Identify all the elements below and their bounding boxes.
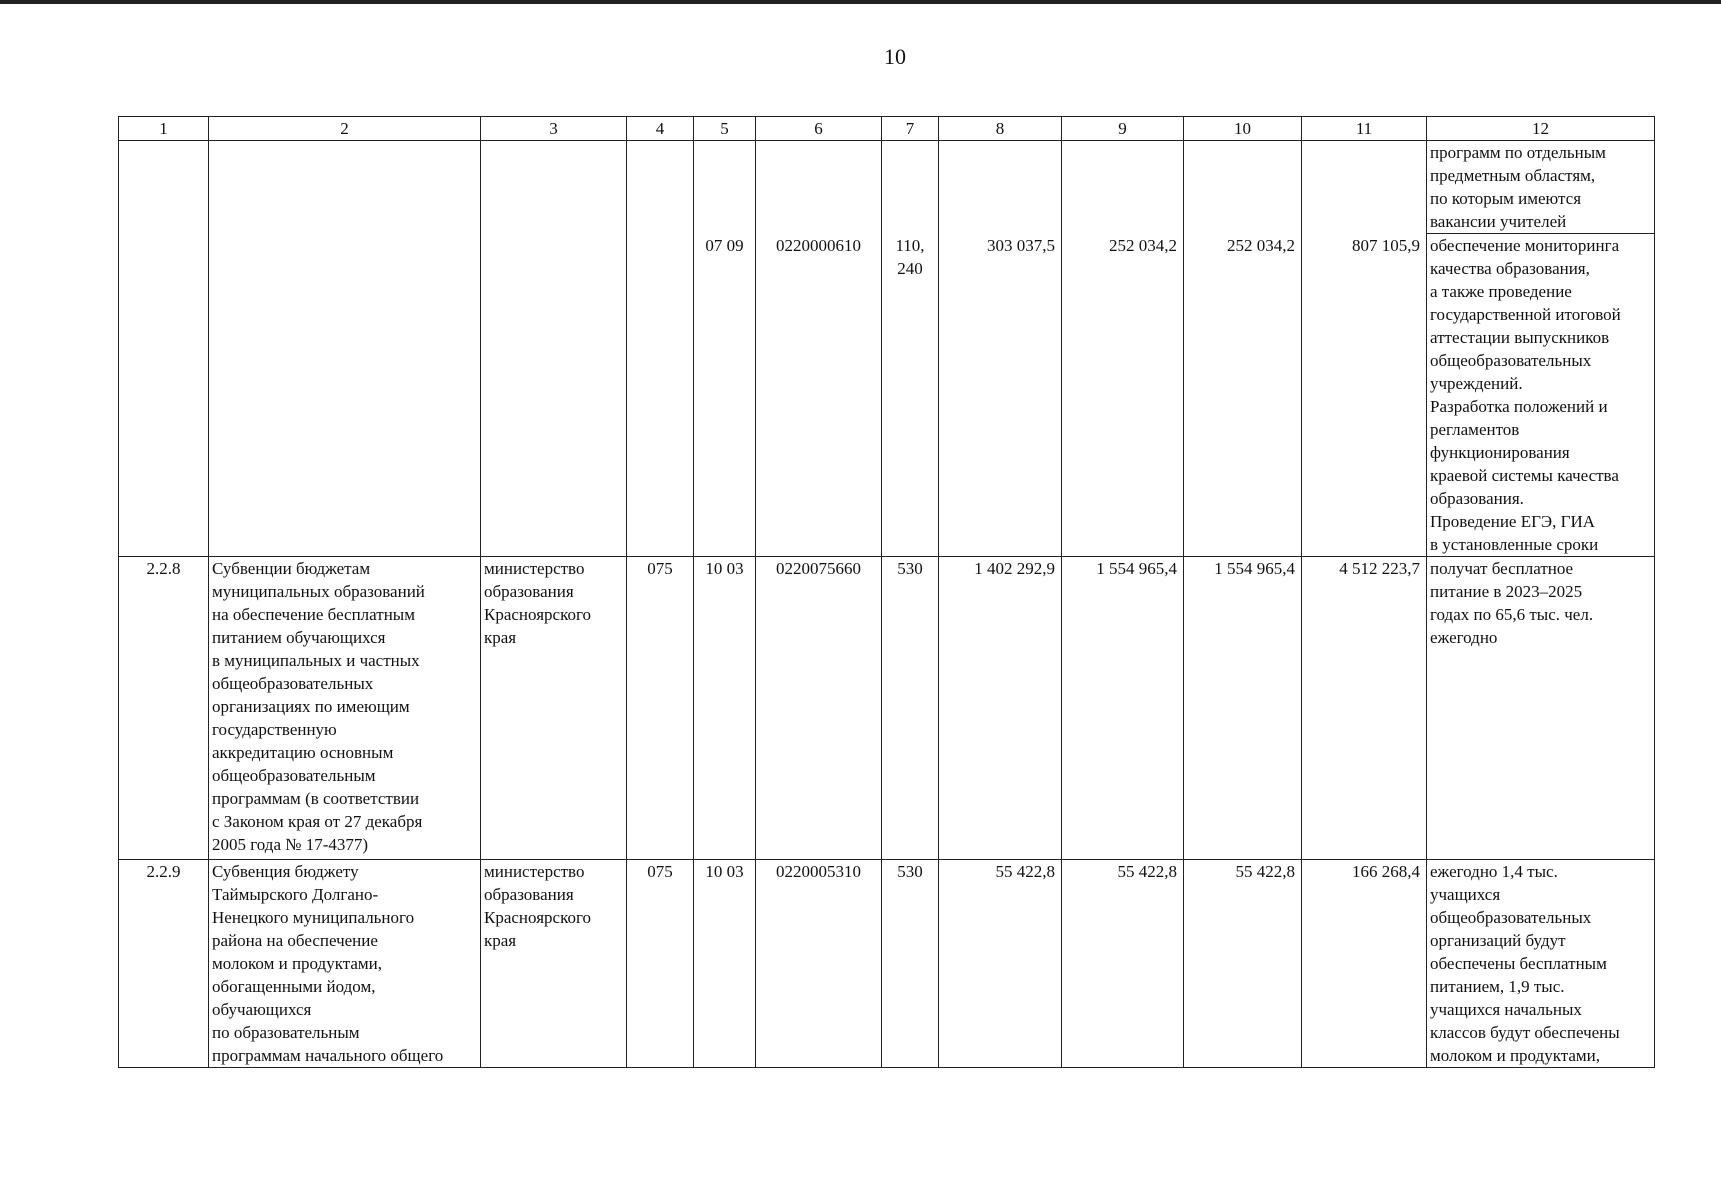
y2023-cell [939,141,1062,234]
header-cell: 4 [627,117,694,141]
executor-cell [481,141,627,557]
result-cell: обеспечение мониторинга качества образования, а также проведение государственной итоговой аттестации выпускников общеобразовательных учреждений. Разработка положений и регламентов функционирования краевой системы качества образования. Проведение ЕГЭ, ГИА в установленные сроки [1427,234,1655,557]
csr-cell [756,141,882,234]
csr-cell: 0220075660 [756,557,882,860]
header-cell: 3 [481,117,627,141]
vr-cell: 530 [882,557,939,860]
executor-cell: министерство образования Красноярского края [481,860,627,1068]
header-row [119,117,1655,141]
executor-cell: министерство образования Красноярского края [481,557,627,860]
page-number: 10 [884,44,906,69]
header-cell: 2 [209,117,481,141]
section-cell [694,141,756,234]
vr-cell [882,141,939,234]
header-cell: 8 [939,117,1062,141]
total-cell: 166 268,4 [1302,860,1427,1068]
y2023-cell: 55 422,8 [939,860,1062,1068]
header-cell: 10 [1184,117,1302,141]
number-cell [119,141,209,557]
result-cell: программ по отдельным предметным областям, по которым имеются вакансии учителей [1427,141,1655,234]
grbs-cell: 075 [627,860,694,1068]
section-cell: 07 09 [694,234,756,557]
header-cell: 9 [1062,117,1184,141]
scan-top-edge [0,0,1721,4]
y2025-cell: 1 554 965,4 [1184,557,1302,860]
y2025-cell: 252 034,2 [1184,234,1302,557]
total-cell: 807 105,9 [1302,234,1427,557]
total-cell: 4 512 223,7 [1302,557,1427,860]
budget-table [118,116,1655,1068]
name-cell: Субвенция бюджету Таймырского Долгано- Ненецкого муниципального района на обеспечение молоком и продуктами, обогащенными йодом, обучающихся по образовательным программам начального общего [209,860,481,1068]
header-cell: 11 [1302,117,1427,141]
y2023-cell: 1 402 292,9 [939,557,1062,860]
header-cell: 6 [756,117,882,141]
header-cell: 1 [119,117,209,141]
csr-cell: 0220000610 [756,234,882,557]
y2025-cell [1184,141,1302,234]
result-cell: ежегодно 1,4 тыс. учащихся общеобразовательных организаций будут обеспечены бесплатным питанием, 1,9 тыс. учащихся начальных классов будут обеспечены молоком и продуктами, [1427,860,1655,1068]
number-cell: 2.2.9 [119,860,209,1068]
y2025-cell: 55 422,8 [1184,860,1302,1068]
table-row-2-2-9 [119,860,1655,1068]
header-cell: 7 [882,117,939,141]
vr-cell: 530 [882,860,939,1068]
y2024-cell [1062,141,1184,234]
total-cell [1302,141,1427,234]
name-cell [209,141,481,557]
result-cell: получат бесплатное питание в 2023–2025 годах по 65,6 тыс. чел. ежегодно [1427,557,1655,860]
table-row-continuation [119,141,1655,234]
name-cell: Субвенции бюджетам муниципальных образований на обеспечение бесплатным питанием обучающихся в муниципальных и частных общеобразовательных организациях по имеющим государственную аккредитацию основным общеобразовательным программам (в соответствии с Законом края от 27 декабря 2005 года № 17-4377) [209,557,481,860]
y2024-cell: 252 034,2 [1062,234,1184,557]
grbs-cell [627,141,694,557]
csr-cell: 0220005310 [756,860,882,1068]
table-row-2-2-8 [119,557,1655,860]
vr-cell: 110, 240 [882,234,939,557]
section-cell: 10 03 [694,557,756,860]
header-cell: 5 [694,117,756,141]
y2024-cell: 55 422,8 [1062,860,1184,1068]
y2023-cell: 303 037,5 [939,234,1062,557]
section-cell: 10 03 [694,860,756,1068]
grbs-cell: 075 [627,557,694,860]
header-cell: 12 [1427,117,1655,141]
number-cell: 2.2.8 [119,557,209,860]
y2024-cell: 1 554 965,4 [1062,557,1184,860]
